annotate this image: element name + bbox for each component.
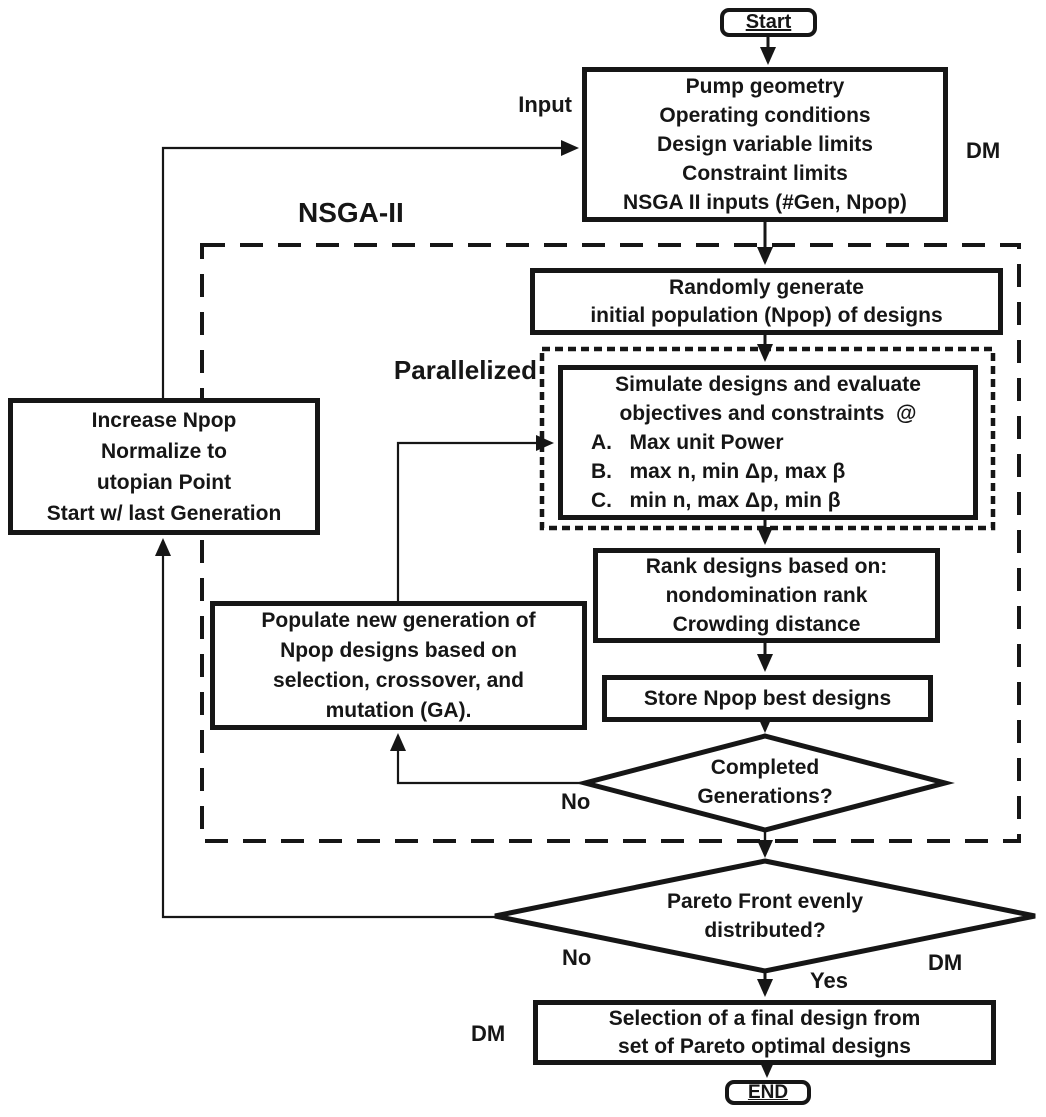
populate-line: Npop designs based on (280, 638, 517, 662)
store-box (602, 675, 933, 722)
end-label: END (747, 1082, 789, 1103)
nsga2-group-label: NSGA-II (298, 197, 404, 228)
inputs-line: Pump geometry (685, 75, 845, 98)
pareto-no-label: No (562, 945, 592, 970)
populate-line: selection, crossover, and (273, 668, 524, 692)
arrow-populate-to-simulate (398, 443, 551, 601)
selection-dm-label: DM (471, 1021, 506, 1046)
increase-line: Increase Npop (91, 408, 237, 432)
populate-line: Populate new generation of (261, 608, 536, 632)
start-terminal (720, 8, 817, 37)
inputs-line: Constraint limits (682, 162, 848, 185)
completed-generations-text (640, 753, 890, 811)
simulate-header-line: Simulate designs and evaluate (615, 373, 921, 396)
increase-line: Start w/ last Generation (46, 501, 282, 525)
pareto-line: Pareto Front evenly (666, 890, 864, 913)
simulate-case-a: A. Max unit Power (591, 431, 784, 454)
rank-line: Rank designs based on: (645, 555, 888, 578)
selection-line: set of Pareto optimal designs (618, 1034, 911, 1058)
pareto-front-text (590, 887, 940, 945)
randomly-line: initial population (Npop) of designs (590, 303, 943, 327)
inputs-line: Operating conditions (659, 104, 871, 127)
randomly-line: Randomly generate (669, 275, 864, 299)
inputs-line: NSGA II inputs (#Gen, Npop) (623, 191, 907, 214)
input-label: Input (518, 92, 572, 117)
completed-no-label: No (561, 789, 591, 814)
completed-line: Completed (710, 756, 820, 779)
selection-line: Selection of a final design from (608, 1006, 921, 1030)
simulate-header-line: objectives and constraints @ (619, 402, 917, 425)
arrow-completed-no-to-populate (398, 736, 585, 783)
rank-line: Crowding distance (672, 613, 861, 636)
simulate-case-c: C. min n, max Δp, min β (591, 489, 841, 512)
start-label: Start (745, 11, 792, 33)
rank-line: nondomination rank (665, 584, 868, 607)
store-label: Store Npop best designs (643, 687, 892, 710)
randomly-generate-box (530, 268, 1003, 335)
completed-line: Generations? (697, 785, 833, 808)
pareto-line: distributed? (704, 919, 826, 942)
increase-line: Normalize to (100, 439, 228, 463)
selection-box (533, 1000, 996, 1065)
simulate-case-b: B. max n, min Δp, max β (591, 460, 846, 483)
pareto-dm-label: DM (928, 950, 963, 975)
pareto-yes-label: Yes (810, 968, 848, 993)
populate-line: mutation (GA). (325, 698, 472, 722)
increase-line: utopian Point (96, 470, 232, 494)
dm-label-inputs: DM (966, 138, 1001, 163)
increase-npop-box (8, 398, 320, 535)
parallelized-group-label: Parallelized (393, 355, 537, 385)
rank-box (593, 548, 940, 643)
end-terminal (725, 1080, 811, 1105)
populate-box (210, 601, 587, 730)
simulate-box (558, 365, 978, 520)
inputs-line: Design variable limits (657, 133, 873, 156)
inputs-box (582, 67, 948, 222)
